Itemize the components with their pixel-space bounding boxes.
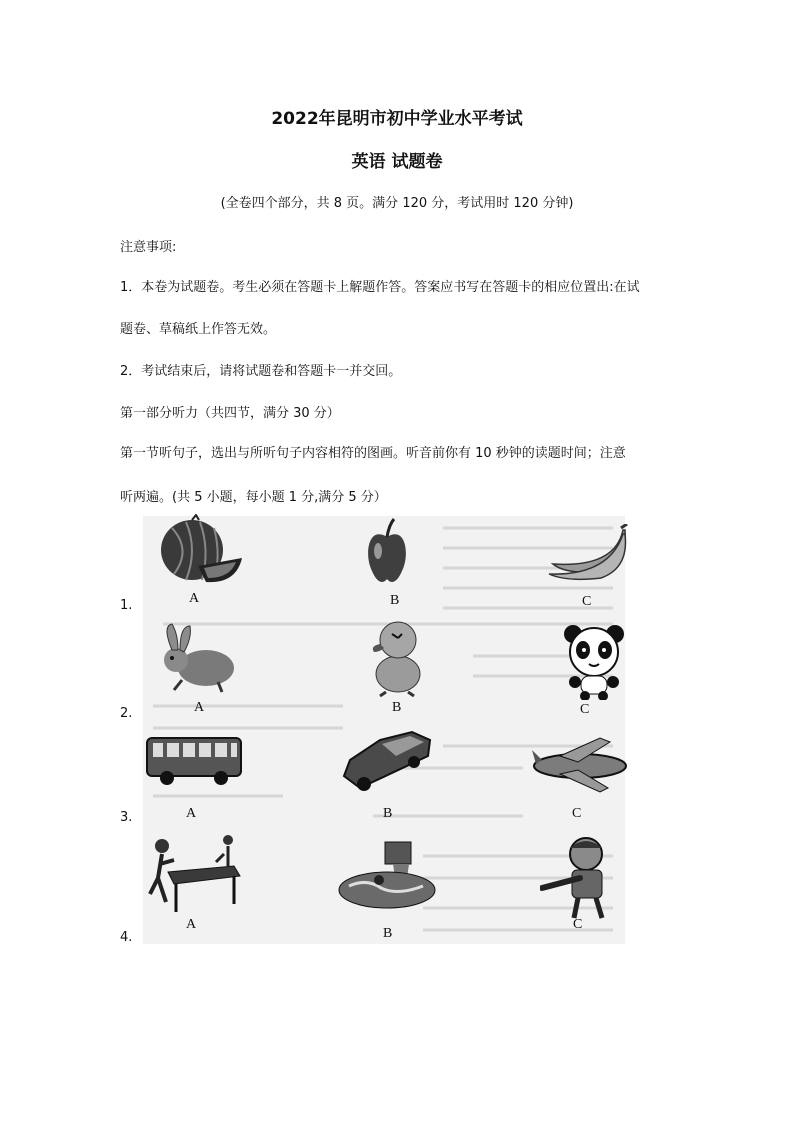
section1-line-1: 第一节听句子，选出与所听句子内容相符的图画。听音前你有 10 秒钟的读题时间；注意	[120, 446, 626, 461]
swimming-icon	[337, 838, 437, 912]
option-letter: C	[572, 806, 582, 821]
plane-icon	[530, 736, 630, 794]
option-letter: C	[582, 594, 592, 609]
duck-icon	[368, 616, 424, 698]
notice-heading: 注意事项:	[120, 240, 177, 255]
option-letter: B	[392, 700, 402, 715]
question-number: 2.	[120, 706, 133, 721]
section1-line-2: 听两遍。(共 5 小题，每小题 1 分,满分 5 分）	[120, 490, 387, 505]
notice-item-1-line-2: 题卷、草稿纸上作答无效。	[120, 322, 277, 337]
option-letter: C	[573, 917, 583, 932]
question-number: 1.	[120, 598, 133, 613]
bananas-icon	[545, 524, 629, 582]
bus-icon	[145, 734, 243, 786]
watermelon-icon	[158, 514, 244, 588]
option-letter: A	[194, 700, 205, 715]
rabbit-icon	[158, 620, 238, 694]
part1-heading: 第一部分听力（共四节，满分 30 分）	[120, 406, 340, 421]
panda-icon	[563, 624, 625, 700]
baseball-icon	[540, 834, 620, 920]
notice-item-1-line-1: 1．本卷为试题卷。考生必须在答题卡上解题作答。答案应书写在答题卡的相应位置出:在试	[120, 280, 640, 295]
notice-item-2: 2．考试结束后，请将试题卷和答题卡一并交回。	[120, 364, 402, 379]
option-letter: B	[383, 806, 393, 821]
apple-icon	[364, 515, 410, 587]
question-number: 4.	[120, 930, 133, 945]
option-letter: B	[390, 593, 400, 608]
option-letter: A	[189, 591, 200, 606]
option-letter: A	[186, 806, 197, 821]
car-icon	[340, 726, 434, 796]
option-letter: B	[383, 926, 393, 941]
ping-pong-icon	[144, 832, 242, 914]
exam-title: 2022年昆明市初中学业水平考试	[271, 109, 523, 129]
question-number: 3.	[120, 810, 133, 825]
exam-note: (全卷四个部分，共 8 页。满分 120 分，考试用时 120 分钟)	[220, 196, 574, 211]
exam-subtitle: 英语 试题卷	[351, 152, 443, 172]
option-letter: A	[186, 917, 197, 932]
option-letter: C	[580, 702, 590, 717]
